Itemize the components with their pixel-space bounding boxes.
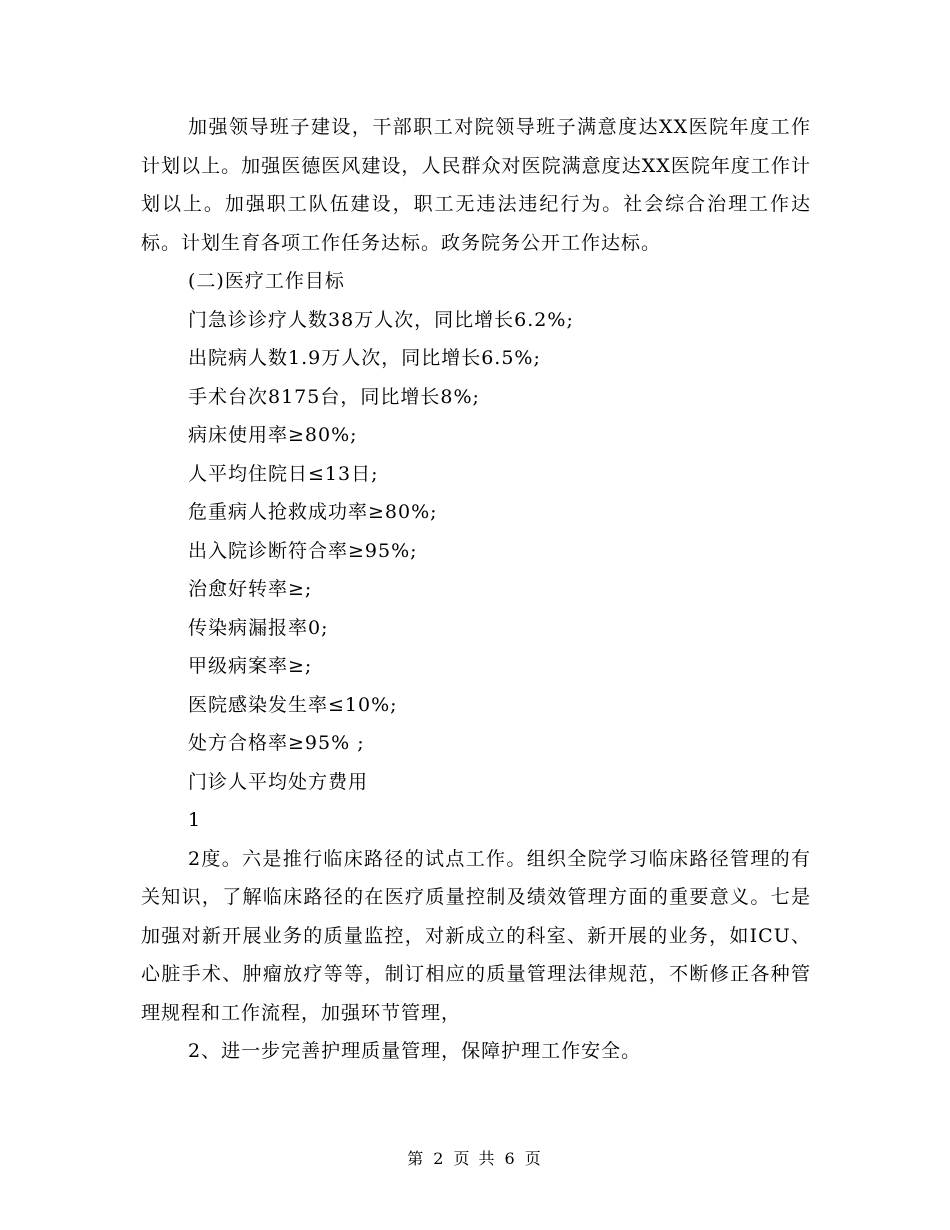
target-item: 治愈好转率≥; xyxy=(188,578,313,600)
page-footer xyxy=(0,1146,950,1169)
footer-suffix: 页 xyxy=(524,1149,543,1168)
target-item: 病床使用率≥80%; xyxy=(188,424,358,446)
footer-total-pages: 6 xyxy=(504,1149,517,1168)
target-item: 人平均住院日≤13日; xyxy=(188,462,379,485)
target-item: 传染病漏报率0; xyxy=(188,616,329,639)
target-item: 门急诊诊疗人数38万人次，同比增长6.2%; xyxy=(188,308,574,331)
target-item: 门诊人平均处方费用 xyxy=(188,770,369,793)
document-body xyxy=(141,108,811,1071)
paragraph-nursing-quality: 2、进一步完善护理质量管理，保障护理工作安全。 xyxy=(188,1040,642,1062)
footer-middle: 页 共 xyxy=(453,1149,497,1168)
paragraph-clinical-pathway: 2度。六是推行临床路径的试点工作。组织全院学习临床路径管理的有关知识，了解临床路径的在医疗质量控制及绩效管理方面的重要意义。七是加强对新开展业务的质量监控，对新成立的科室、新开展的业务，如ICU、心脏手术、肿瘤放疗等等，制订相应的质量管理法律规范，不断修正各种管理规程和工作流程，加强环节管理， xyxy=(141,847,811,1024)
section-heading: (二)医疗工作目标 xyxy=(188,270,345,292)
paragraph-leadership: 加强领导班子建设，干部职工对院领导班子满意度达XX医院年度工作计划以上。加强医德医风建设，人民群众对医院满意度达XX医院年度工作计划以上。加强职工队伍建设，职工无违法违纪行为。社会综合治理工作达标。计划生育各项工作任务达标。政务院务公开工作达标。 xyxy=(141,116,811,254)
target-item: 处方合格率≥95% ; xyxy=(188,732,365,754)
target-item: 医院感染发生率≤10%; xyxy=(188,693,398,716)
target-item: 1 xyxy=(188,809,202,831)
target-item: 手术台次8175台，同比增长8%; xyxy=(188,385,480,408)
footer-prefix: 第 xyxy=(407,1149,426,1168)
target-item: 出院病人数1.9万人次，同比增长6.5%; xyxy=(188,347,541,369)
footer-current-page: 2 xyxy=(433,1149,446,1168)
target-item: 甲级病案率≥; xyxy=(188,655,313,677)
target-item: 危重病人抢救成功率≥80%; xyxy=(188,501,438,523)
target-item: 出入院诊断符合率≥95%; xyxy=(188,539,418,562)
